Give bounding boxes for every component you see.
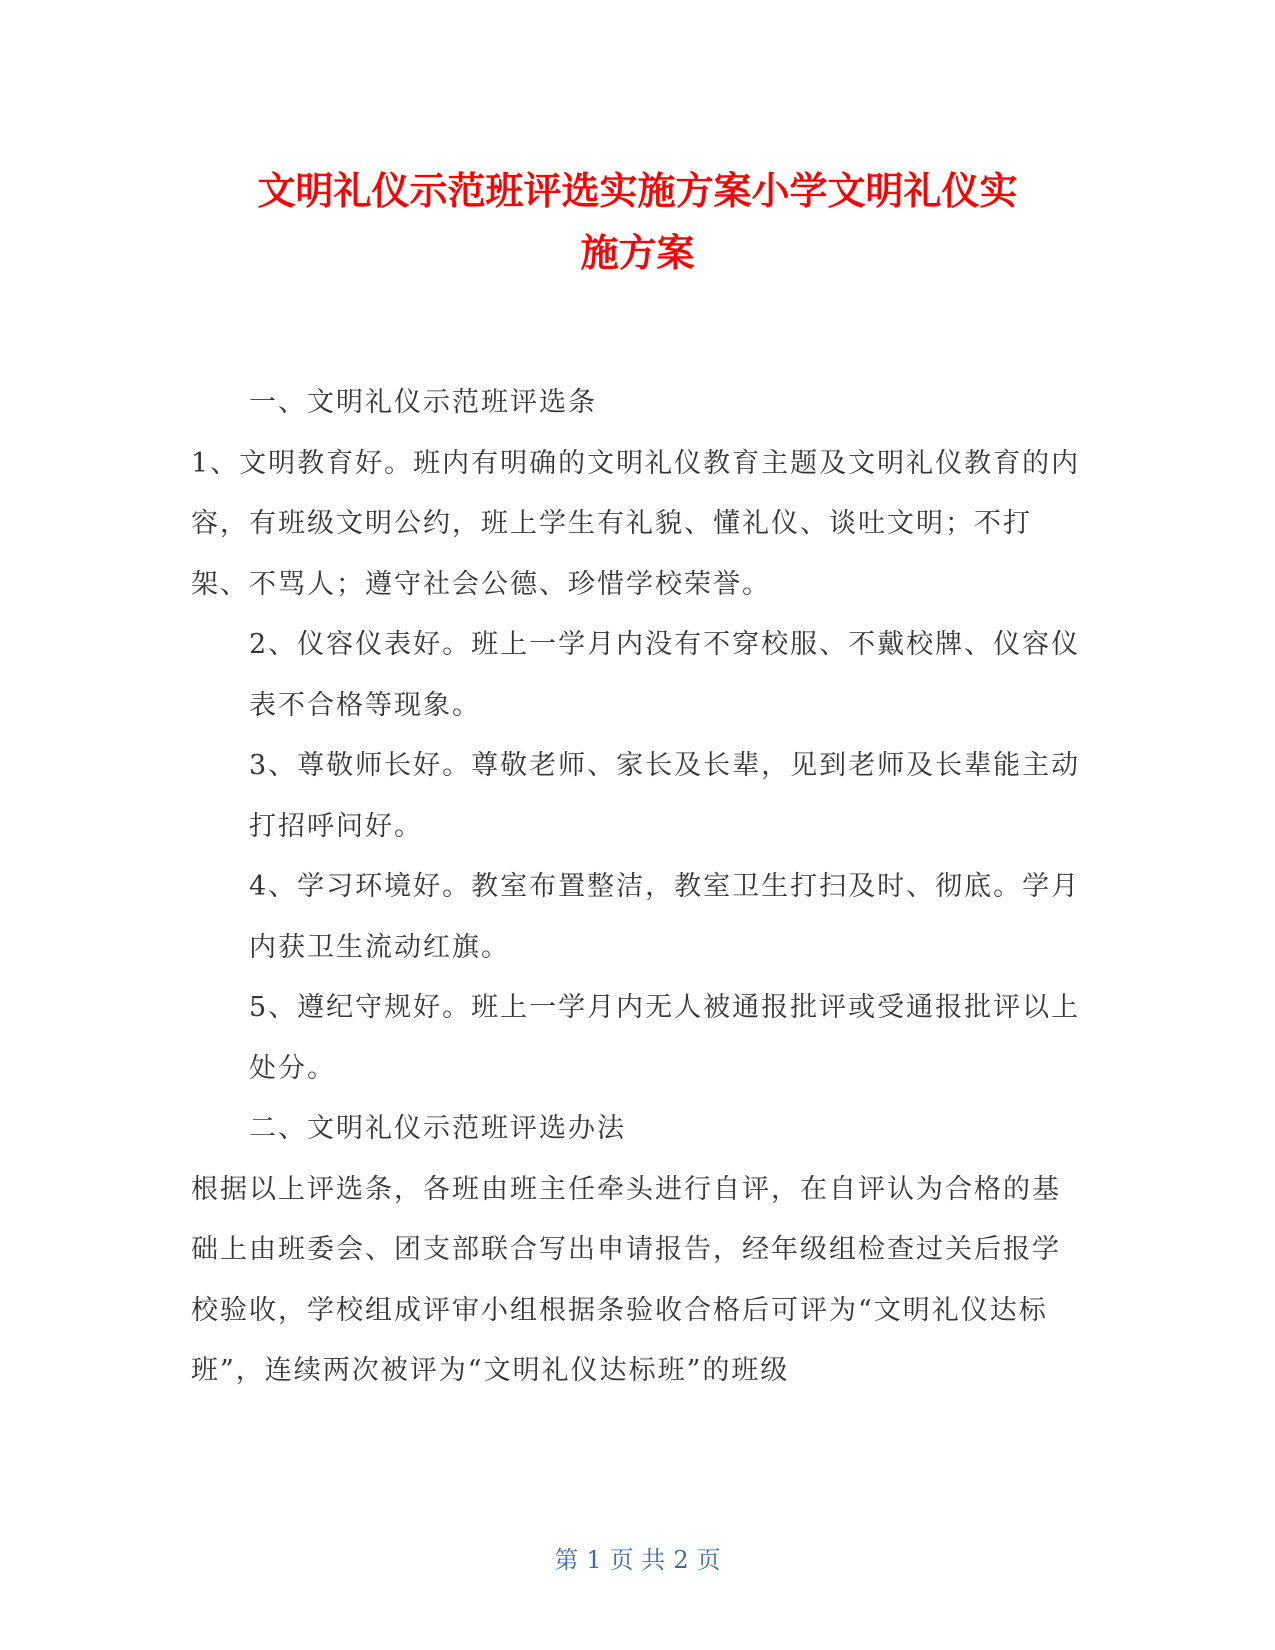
section-heading-2: 二、文明礼仪示范班评选办法 [249, 1113, 626, 1144]
section-heading-1: 一、文明礼仪示范班评选条 [249, 387, 597, 418]
footer-current-page: 1 [586, 1546, 602, 1574]
paragraph-criterion-3: 3、尊敬师长好。尊敬老师、家长及长辈，见到老师及长辈能主动打招呼问好。 [249, 750, 1081, 842]
paragraph-criterion-5: 5、遵纪守规好。班上一学月内无人被通报批评或受通报批评以上处分。 [249, 992, 1081, 1084]
paragraph-criterion-1: 1、文明教育好。班内有明确的文明礼仪教育主题及文明礼仪教育的内容，有班级文明公约，班上学生有礼貌、懂礼仪、谈吐文明；不打架、不骂人；遵守社会公德、珍惜学校荣誉。 [191, 447, 1081, 600]
document-body [191, 373, 1085, 1402]
paragraph-criterion-4: 4、学习环境好。教室布置整洁，教室卫生打扫及时、彻底。学月内获卫生流动红旗。 [249, 871, 1081, 963]
paragraph-method: 根据以上评选条，各班由班主任牵头进行自评，在自评认为合格的基础上由班委会、团支部联合写出申请报告，经年级组检查过关后报学校验收，学校组成评审小组根据条验收合格后可评为“文明礼仪达标班”，连续两次被评为“文明礼仪达标班”的班级 [191, 1173, 1061, 1386]
footer-mid: 页 共 [609, 1546, 666, 1574]
document-title [150, 160, 1125, 284]
paragraph-criterion-2: 2、仪容仪表好。班上一学月内没有不穿校服、不戴校牌、仪容仪表不合格等现象。 [249, 629, 1081, 721]
footer-total-pages: 2 [673, 1546, 689, 1574]
footer-prefix: 第 [554, 1546, 579, 1574]
footer-suffix: 页 [696, 1546, 721, 1574]
title-line-1: 文明礼仪示范班评选实施方案小学文明礼仪实 [257, 169, 1018, 213]
page-footer [0, 1540, 1275, 1575]
title-line-2: 施方案 [580, 231, 695, 275]
